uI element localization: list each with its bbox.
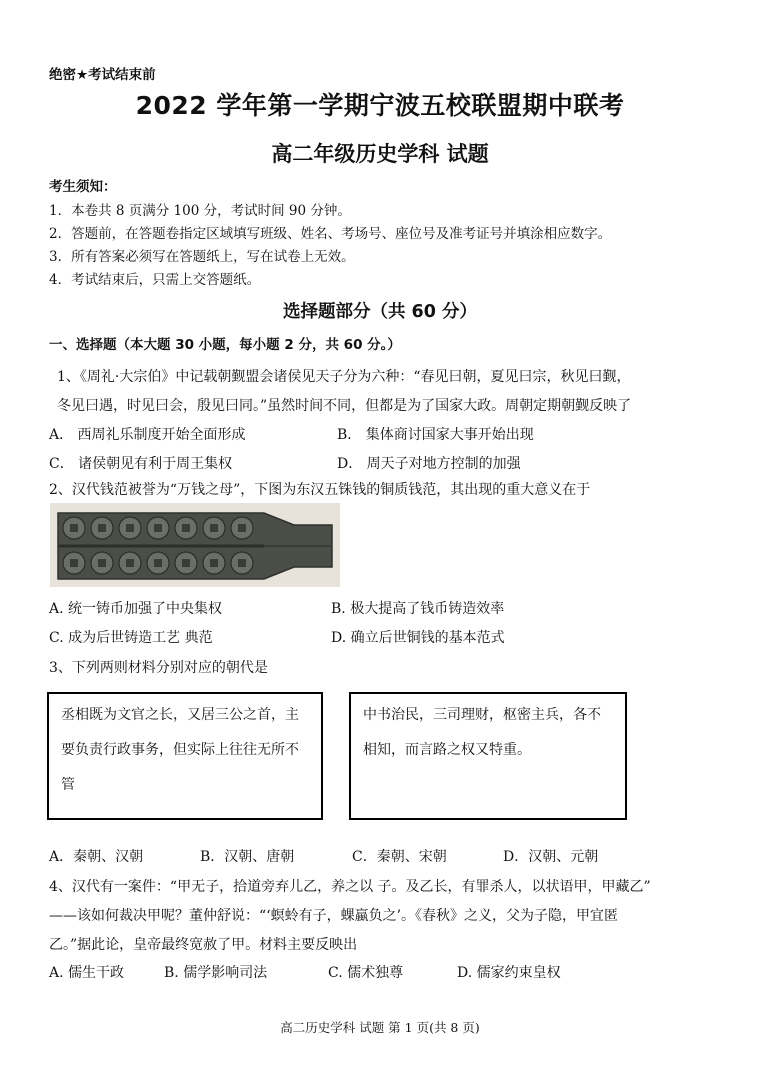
q3-material-1: 丞相既为文官之长，又居三公之首，主要负责行政事务，但实际上往往无所不管 — [61, 707, 299, 793]
notice-item: 4．考试结束后，只需上交答题纸。 — [49, 272, 261, 288]
q3-option-d: D．汉朝、元朝 — [503, 849, 599, 865]
part-heading: 一、选择题（本大题 30 小题，每小题 2 分，共 60 分。） — [49, 337, 401, 353]
q3-material-box-1 — [47, 692, 323, 820]
q3-option-b: B．汉朝、唐朝 — [200, 849, 295, 865]
exam-subtitle: 高二年级历史学科 试题 — [271, 142, 489, 166]
q2-option-c: C. 成为后世铸造工艺 典范 — [49, 630, 213, 646]
q2-option-d: D. 确立后世铜钱的基本范式 — [331, 630, 505, 646]
notice-heading: 考生须知： — [49, 179, 117, 195]
q3-option-a: A．秦朝、汉朝 — [49, 849, 144, 865]
q4-option-c: C. 儒术独尊 — [328, 965, 404, 981]
q3-material-2: 中书治民，三司理财，枢密主兵，各不相知，而言路之权又特重。 — [363, 707, 601, 758]
exam-title: 2022 学年第一学期宁波五校联盟期中联考 — [135, 91, 625, 120]
q4-stem-line1: 4、汉代有一案件：“甲无子，拾道旁弃儿乙，养之以 子。及乙长，有罪杀人，以状语甲，甲藏乙” — [49, 879, 651, 895]
q1-option-a: A． 西周礼乐制度开始全面形成 — [49, 427, 246, 443]
q3-stem: 3、下列两则材料分别对应的朝代是 — [49, 660, 268, 676]
q4-stem-line2: ——该如何裁决甲呢？董仲舒说：“‘螟蛉有子，蜾蠃负之’。《春秋》之义，父为子隐，甲宜匿 — [49, 908, 619, 924]
q1-stem-line2: 冬见曰遇，时见曰会，殷见曰同。”虽然时间不同，但都是为了国家大政。周朝定期朝觐反映了 — [57, 398, 632, 414]
q1-stem-line1: 1、《周礼·大宗伯》中记载朝觐盟会诸侯见天子分为六种：“春见曰朝，夏见曰宗，秋见曰觐， — [57, 369, 631, 385]
q1-option-c: C． 诸侯朝见有利于周王集权 — [49, 456, 233, 472]
notice-item: 1．本卷共 8 页满分 100 分，考试时间 90 分钟。 — [49, 203, 351, 219]
notice-item: 2．答题前，在答题卷指定区域填写班级、姓名、考场号、座位号及准考证号并填涂相应数字。 — [49, 226, 612, 242]
q2-stem: 2、汉代钱范被誉为“万钱之母”，下图为东汉五铢钱的铜质钱范，其出现的重大意义在于 — [49, 482, 591, 498]
q1-option-b: B． 集体商讨国家大事开始出现 — [337, 427, 534, 443]
q2-option-b: B. 极大提高了钱币铸造效率 — [331, 601, 505, 617]
q2-option-a: A. 统一铸币加强了中央集权 — [49, 601, 223, 617]
q3-option-c: C．秦朝、宋朝 — [352, 849, 447, 865]
confidential-label: 绝密★考试结束前 — [49, 67, 156, 83]
page-footer: 高二历史学科 试题 第 1 页(共 8 页) — [280, 1020, 480, 1035]
q4-option-d: D. 儒家约束皇权 — [457, 965, 561, 981]
q4-stem-line3: 乙。”据此论，皇帝最终宽赦了甲。材料主要反映出 — [49, 937, 358, 953]
section-title: 选择题部分（共 60 分） — [282, 302, 478, 322]
q4-option-a: A. 儒生干政 — [49, 965, 125, 981]
q4-option-b: B. 儒学影响司法 — [164, 965, 268, 981]
coin-mold-image — [50, 503, 340, 587]
notice-item: 3．所有答案必须写在答题纸上，写在试卷上无效。 — [49, 249, 355, 265]
q3-material-box-2 — [349, 692, 627, 820]
q1-option-d: D． 周天子对地方控制的加强 — [337, 456, 521, 472]
